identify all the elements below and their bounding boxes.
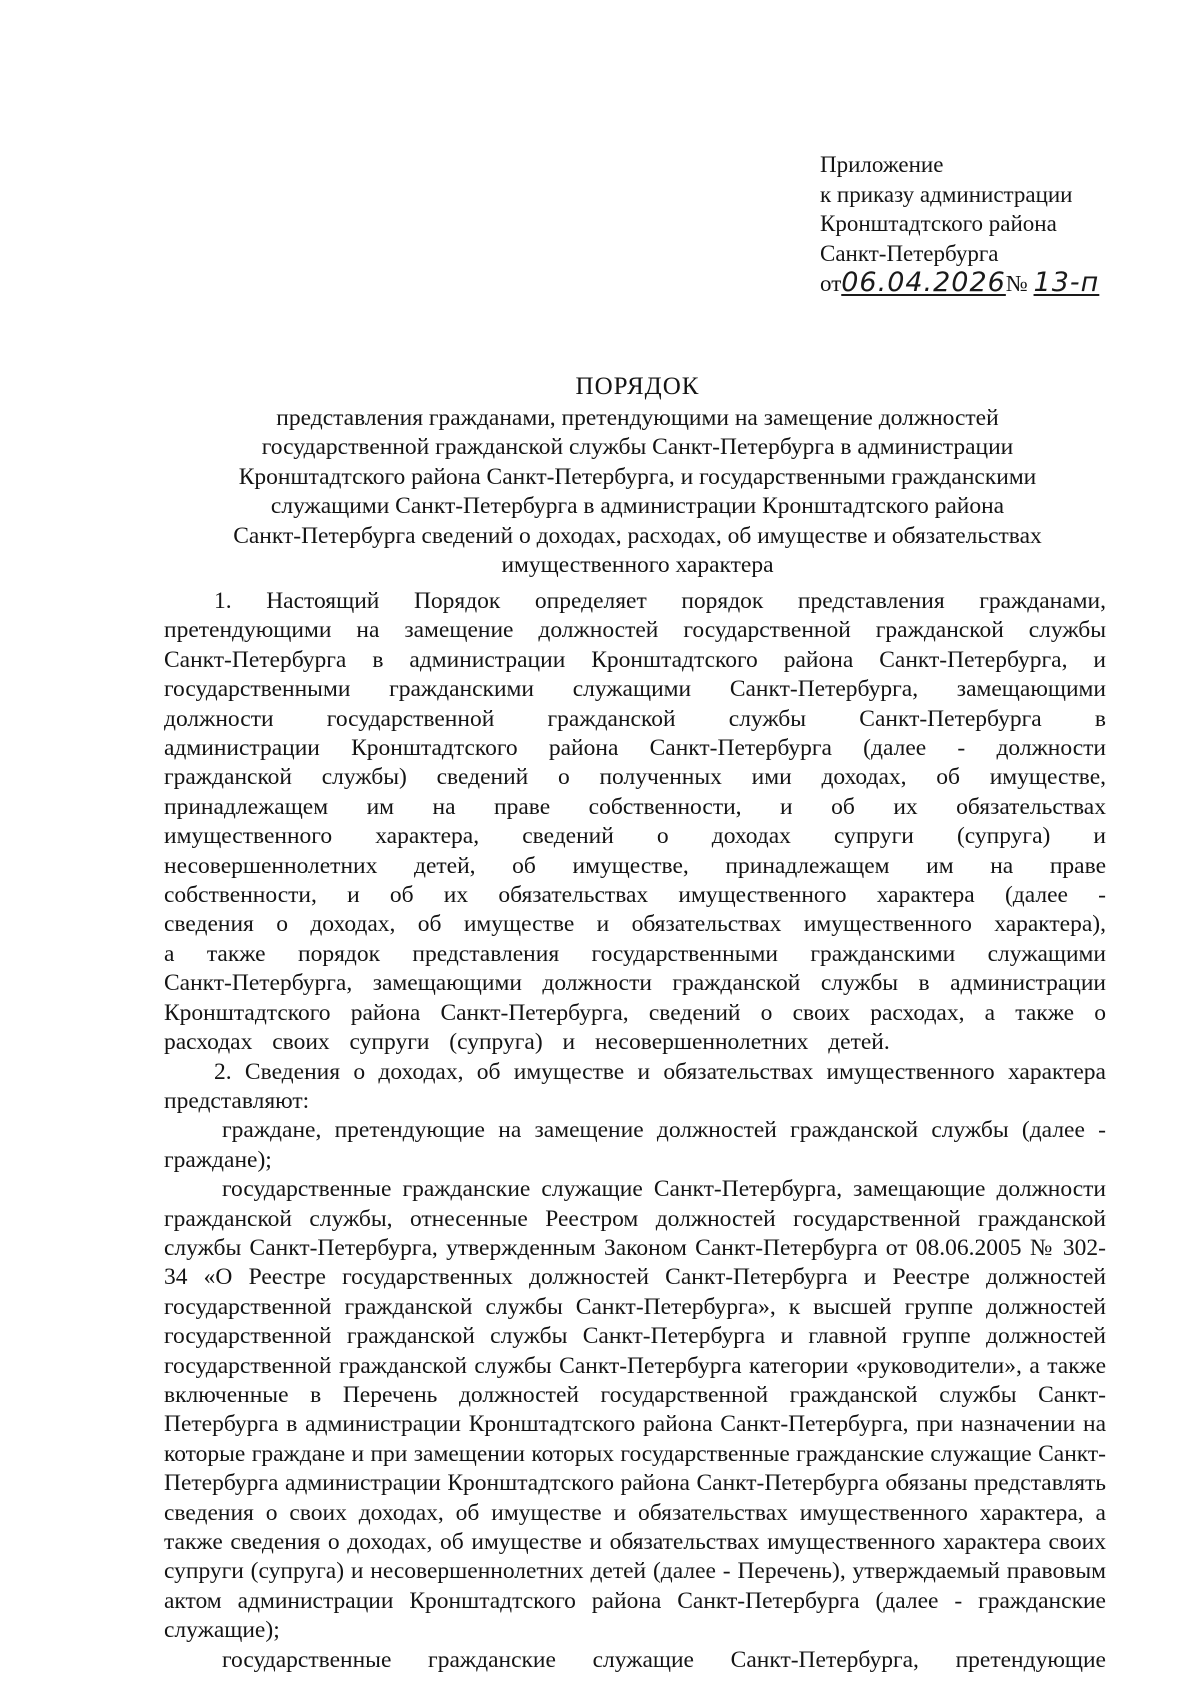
appendix-date-line [820, 268, 1099, 299]
title-block [180, 370, 1095, 580]
list-item-citizens: граждане, претендующие на замещение должностей гражданской службы (далее - граждане); [164, 1117, 1106, 1173]
appendix-line: Кронштадтского района [820, 211, 1057, 236]
list-item-civil-servants-applying: государственные гражданские служащие Санкт-Петербурга, претендующие [222, 1646, 1106, 1673]
list-item-civil-servants: государственные гражданские служащие Санкт-Петербурга, замещающие должности гражданской службы, отнесенные Реестром должностей государственной гражданской службы Санкт-Петербурга, утвержденным Законом Санкт-Петербурга от 08.06.2005 № 302-34 «О Реестре государственных должностей Санкт-Петербурга и Реестре должностей государственной гражданской службы Санкт-Петербурга», к высшей группе должностей государственной гражданской службы Санкт-Петербурга и главной группе должностей государственной гражданской службы Санкт-Петербурга категории «руководители», а также включенные в Перечень должностей государственной гражданской службы Санкт-Петербурга в администрации Кронштадтского района Санкт-Петербурга, при назначении на которые граждане и при замещении которых государственные гражданские служащие Санкт-Петербурга администрации Кронштадтского района Санкт-Петербурга обязаны представлять сведения о своих доходах, об имуществе и обязательствах имущественного характера, а также сведения о доходах, об имуществе и обязательствах имущественного характера своих супруги (супруга) и несовершеннолетних детей (далее - Перечень), утверждаемый правовым актом администрации Кронштадтского района Санкт-Петербурга (далее - гражданские служащие); [164, 1176, 1106, 1644]
document-title: ПОРЯДОК [575, 373, 700, 400]
paragraph-1: 1. Настоящий Порядок определяет порядок представления гражданами, претендующими на замещение должностей государственной гражданской службы Санкт-Петербурга в администрации Кронштадтского района Санкт-Петербурга, и государственными гражданскими служащими Санкт-Петербурга, замещающими должности государственной гражданской службы Санкт-Петербурга в администрации Кронштадтского района Санкт-Петербурга (далее - должности гражданской службы) сведений о полученных ими доходах, об имуществе, принадлежащем им на праве собственности, и об их обязательствах имущественного характера, сведений о доходах супруги (супруга) и несовершеннолетних детей, об имуществе, принадлежащем им на праве собственности, и об их обязательствах имущественного характера (далее - сведения о доходах, об имуществе и обязательствах имущественного характера), а также порядок представления государственными гражданскими служащими Санкт-Петербурга, замещающими должности гражданской службы в администрации Кронштадтского района Санкт-Петербурга, сведений о своих расходах, а также о расходах своих супруги (супруга) и несовершеннолетних детей. [164, 588, 1106, 1056]
number-prefix: № [1005, 271, 1028, 296]
paragraph-2: 2. Сведения о доходах, об имуществе и обязательствах имущественного характера представляют: [164, 1058, 1106, 1114]
subtitle-line: служащими Санкт-Петербурга в администрации Кронштадтского района [270, 493, 1005, 520]
appendix-block [820, 150, 1099, 299]
subtitle-line: представления гражданами, претендующими на замещение должностей [276, 405, 999, 431]
handwritten-date: 06.04.2026 [841, 267, 1006, 298]
document-body [164, 587, 1106, 1675]
appendix-line: Санкт-Петербурга [820, 240, 999, 266]
subtitle-line: Санкт-Петербурга сведений о доходах, расходах, об имуществе и обязательствах [233, 522, 1042, 549]
appendix-line: к приказу администрации [820, 181, 1073, 207]
subtitle-line: государственной гражданской службы Санкт-Петербурга в администрации [261, 434, 1014, 461]
appendix-line: Приложение [820, 152, 944, 177]
subtitle-line: Кронштадтского района Санкт-Петербурга, и государственными гражданскими [238, 463, 1037, 490]
subtitle-line: имущественного характера [501, 552, 774, 579]
date-prefix: от [820, 271, 842, 296]
handwritten-number: 13-п [1033, 267, 1100, 298]
